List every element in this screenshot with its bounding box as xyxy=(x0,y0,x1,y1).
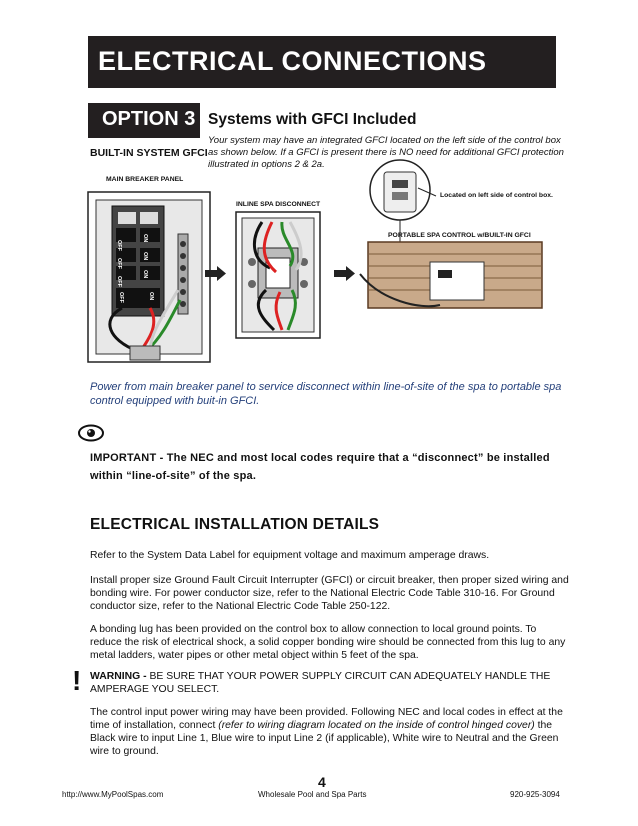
footer-company: Wholesale Pool and Spa Parts xyxy=(258,790,367,799)
eye-icon xyxy=(78,424,104,447)
warning-body: BE SURE THAT YOUR POWER SUPPLY CIRCUIT CAN ADEQUATELY HANDLE THE AMPERAGE YOU SELECT. xyxy=(90,671,551,695)
p5-part-b: (refer to wiring diagram located on the inside of control hinged cover) xyxy=(218,720,535,731)
gfci-callout xyxy=(370,160,436,244)
option-badge: OPTION 3 xyxy=(88,103,200,138)
page-number: 4 xyxy=(318,774,326,790)
inline-disconnect-label: INLINE SPA DISCONNECT xyxy=(236,201,321,208)
details-paragraph-2: Install proper size Ground Fault Circuit Interrupter (GFCI) or circuit breaker, then proper sized wiring and bonding wire. For power conductor size, refer to the National Electric Code Table 310-16. For Ground conductor size, refer to the National Electric Code Table 250-122. xyxy=(90,575,569,612)
inline-spa-disconnect xyxy=(236,212,320,338)
main-breaker-panel xyxy=(88,192,210,362)
breaker-on-label-3: ON xyxy=(142,270,148,279)
gfci-location-label: Located on left side of control box. xyxy=(440,192,553,199)
breaker-off-label-3: OFF xyxy=(116,276,122,287)
details-paragraph-3: A bonding lug has been provided on the control box to allow connection to local ground points. To reduce the risk of electrical shock, a solid copper bonding wire should be connected from this lug to any metal ladders, water pipes or other metal object within 5 feet of the spa. xyxy=(90,624,566,661)
warning-label: WARNING - xyxy=(90,671,147,682)
option-description: Your system may have an integrated GFCI located on the left side of the control box as shown below. If a GFCI is present there is NO need for additional GFCI protection illustrated in options 2 & 2a. xyxy=(208,135,564,170)
portable-control-label: PORTABLE SPA CONTROL w/BUILT-IN GFCI xyxy=(388,232,531,239)
portable-spa-control xyxy=(360,242,542,308)
breaker-off-label-4: OFF xyxy=(118,292,124,303)
warning-icon: ! xyxy=(72,665,82,696)
details-paragraph-5 xyxy=(90,706,570,758)
breaker-on-label-4: ON xyxy=(148,292,154,301)
important-notice: IMPORTANT - The NEC and most local codes require that a “disconnect” be installed within “line-of-site” of the spa. xyxy=(90,452,550,482)
details-title: ELECTRICAL INSTALLATION DETAILS xyxy=(90,516,380,533)
p5-part-a: The control input power wiring may have been provided. Following NEC and local codes in effect at the time of installation, connect xyxy=(90,707,563,731)
page-banner: ELECTRICAL CONNECTIONS xyxy=(88,36,556,88)
footer-url[interactable]: http://www.MyPoolSpas.com xyxy=(62,790,164,799)
breaker-on-label-2: ON xyxy=(142,252,148,261)
main-panel-label: MAIN BREAKER PANEL xyxy=(106,176,184,183)
option-title: Systems with GFCI Included xyxy=(208,111,417,128)
footer-phone: 920-925-3094 xyxy=(510,790,560,799)
details-paragraph-1: Refer to the System Data Label for equipment voltage and maximum amperage draws. xyxy=(90,550,490,561)
p5-part-c: the Black wire to input Line 1, Blue wire to input Line 2 (if applicable), White wire to Neutral and the Green wire to ground. xyxy=(90,720,559,757)
wiring-illustration xyxy=(0,0,638,400)
warning-text xyxy=(90,670,570,696)
option-subtitle: BUILT-IN SYSTEM GFCI xyxy=(90,147,208,159)
figure-caption: Power from main breaker panel to service disconnect within line-of-site of the spa to portable spa control equipped with buit-in GFCI. xyxy=(90,381,562,407)
breaker-on-label-1: ON xyxy=(142,234,148,243)
breaker-off-label-2: OFF xyxy=(116,258,122,269)
arrow-right-icon xyxy=(334,266,355,281)
breaker-off-label-1: OFF xyxy=(116,240,122,251)
